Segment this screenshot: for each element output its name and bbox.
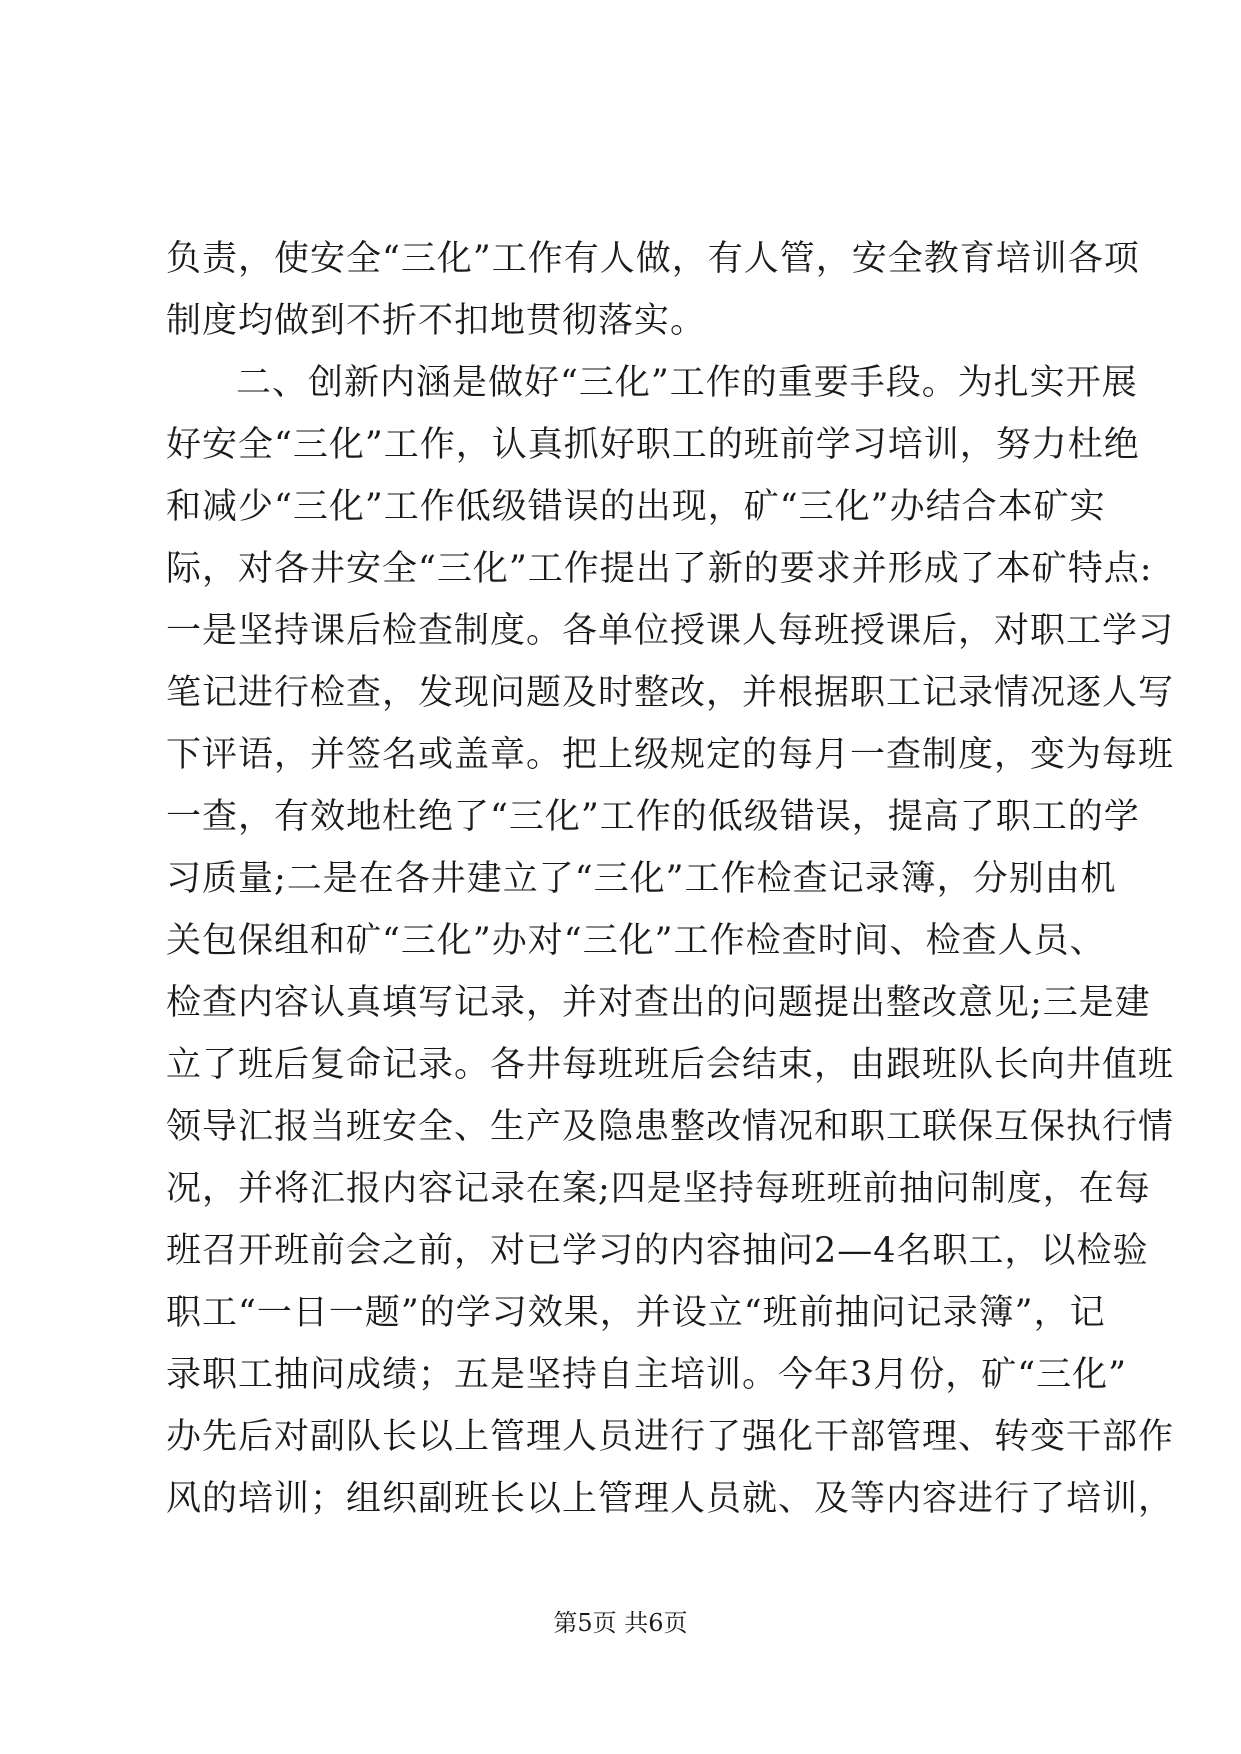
text-line: 领导汇报当班安全、生产及隐患整改情况和职工联保互保执行情 [166,1107,1175,1147]
text-line: 职工“一日一题”的学习效果，并设立“班前抽问记录簿”，记 [166,1293,1106,1333]
text-line: 制度均做到不折不扣地贯彻落实。 [166,301,707,341]
text-line: 习质量;二是在各井建立了“三化”工作检查记录簿，分别由机 [166,859,1117,899]
text-line: 下评语，并签名或盖章。把上级规定的每月一查制度，变为每班 [166,735,1175,775]
page-footer: 第5页 共6页 [553,1609,688,1637]
text-line: 检查内容认真填写记录，并对查出的问题提出整改意见;三是建 [166,983,1151,1023]
text-line: 笔记进行检查，发现问题及时整改，并根据职工记录情况逐人写 [166,673,1175,713]
text-line: 际，对各井安全“三化”工作提出了新的要求并形成了本矿特点: [166,549,1153,589]
text-line: 好安全“三化”工作，认真抓好职工的班前学习培训，努力杜绝 [166,425,1140,465]
text-line: 录职工抽问成绩；五是坚持自主培训。今年3月份，矿“三化” [166,1355,1128,1395]
paragraph-first-line: 二、创新内涵是做好“三化”工作的重要手段。为扎实开展 [236,363,1138,403]
text-line: 立了班后复命记录。各井每班班后会结束，由跟班队长向井值班 [166,1045,1175,1085]
text-line: 班召开班前会之前，对已学习的内容抽问2—4名职工，以检验 [166,1231,1149,1271]
text-line: 风的培训；组织副班长以上管理人员就、及等内容进行了培训， [166,1479,1175,1519]
text-line: 一查，有效地杜绝了“三化”工作的低级错误，提高了职工的学 [166,797,1140,837]
text-line: 关包保组和矿“三化”办对“三化”工作检查时间、检查人员、 [166,921,1106,961]
text-line: 负责，使安全“三化”工作有人做，有人管，安全教育培训各项 [166,239,1140,279]
body-text [166,228,1175,1530]
text-line: 一是坚持课后检查制度。各单位授课人每班授课后，对职工学习 [166,611,1175,651]
text-line: 况，并将汇报内容记录在案;四是坚持每班班前抽问制度，在每 [166,1169,1151,1209]
text-line: 办先后对副队长以上管理人员进行了强化干部管理、转变干部作 [166,1417,1175,1457]
text-line: 和减少“三化”工作低级错误的出现，矿“三化”办结合本矿实 [166,487,1106,527]
